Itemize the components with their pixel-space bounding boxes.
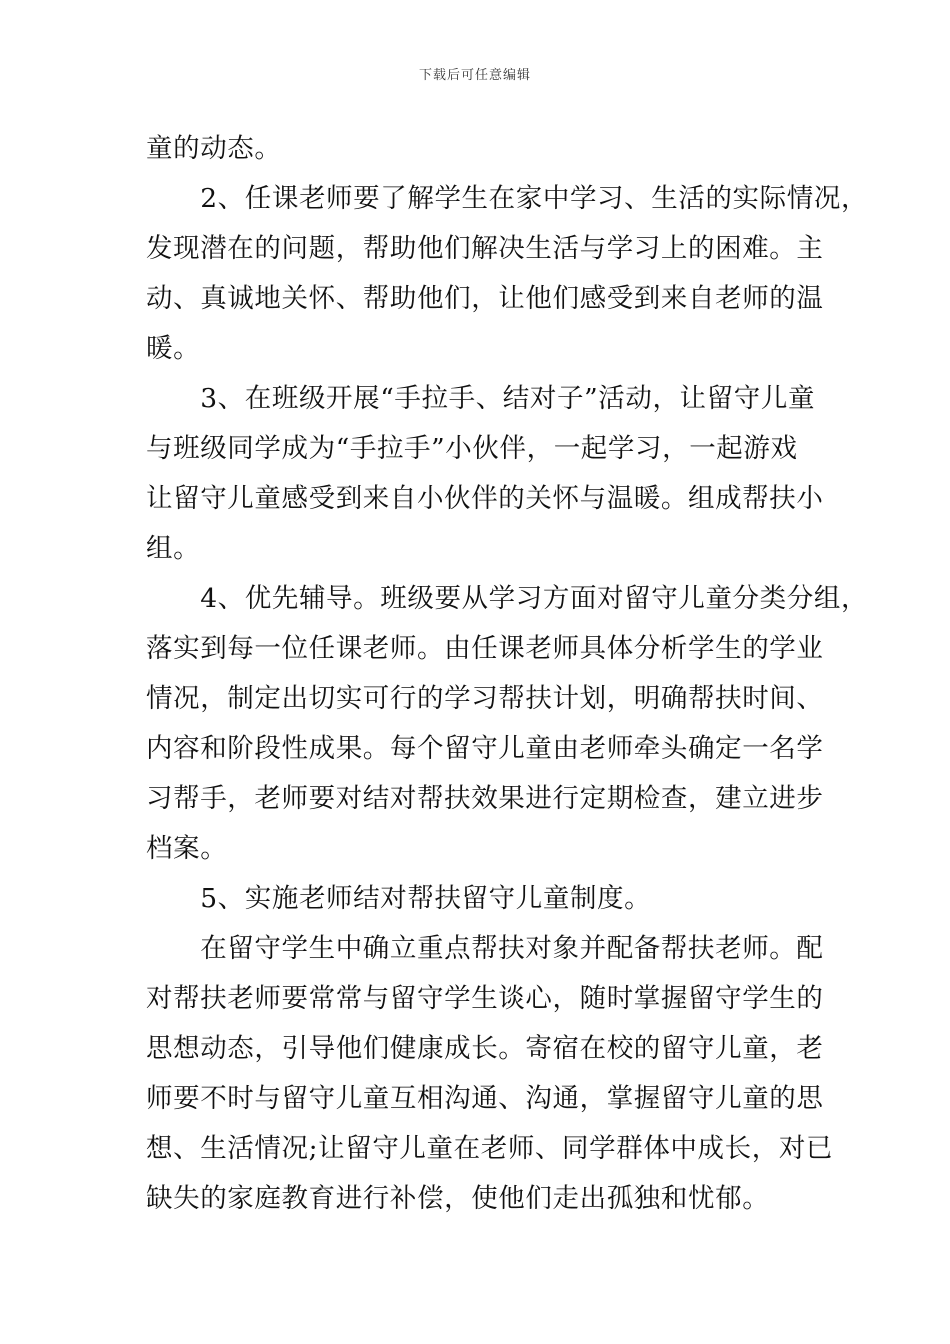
text-line: 2、任课老师要了解学生在家中学习、生活的实际情况， <box>146 183 869 214</box>
text-line: 发现潜在的问题，帮助他们解决生活与学习上的困难。主 <box>146 233 824 264</box>
text-line: 3、在班级开展“手拉手、结对子”活动，让留守儿童 <box>146 383 816 414</box>
page-header: 下载后可任意编辑 <box>418 68 531 83</box>
text-line: 组。 <box>146 533 201 564</box>
text-line: 对帮扶老师要常常与留守学生谈心，随时掌握留守学生的 <box>146 983 824 1014</box>
text-line: 习帮手，老师要对结对帮扶效果进行定期检查，建立进步 <box>146 783 824 814</box>
text-line: 想、生活情况;让留守儿童在老师、同学群体中成长，对已 <box>146 1133 834 1164</box>
text-line: 缺失的家庭教育进行补偿，使他们走出孤独和忧郁。 <box>146 1183 770 1214</box>
text-line: 思想动态，引导他们健康成长。寄宿在校的留守儿童，老 <box>146 1033 824 1064</box>
text-line: 情况，制定出切实可行的学习帮扶计划，明确帮扶时间、 <box>146 683 824 714</box>
text-line: 落实到每一位任课老师。由任课老师具体分析学生的学业 <box>146 633 824 664</box>
text-line: 内容和阶段性成果。每个留守儿童由老师牵头确定一名学 <box>146 733 824 764</box>
text-line: 档案。 <box>146 833 228 864</box>
text-line: 暖。 <box>146 333 201 364</box>
text-line: 师要不时与留守儿童互相沟通、沟通，掌握留守儿童的思 <box>146 1083 824 1114</box>
text-line: 在留守学生中确立重点帮扶对象并配备帮扶老师。配 <box>146 933 824 964</box>
text-line: 4、优先辅导。班级要从学习方面对留守儿童分类分组， <box>146 583 869 614</box>
text-line: 与班级同学成为“手拉手”小伙伴，一起学习，一起游戏 <box>146 433 798 464</box>
text-line: 动、真诚地关怀、帮助他们，让他们感受到来自老师的温 <box>146 283 824 314</box>
text-line: 让留守儿童感受到来自小伙伴的关怀与温暖。组成帮扶小 <box>146 483 824 514</box>
text-line: 童的动态。 <box>146 133 282 164</box>
text-line: 5、实施老师结对帮扶留守儿童制度。 <box>146 883 652 914</box>
